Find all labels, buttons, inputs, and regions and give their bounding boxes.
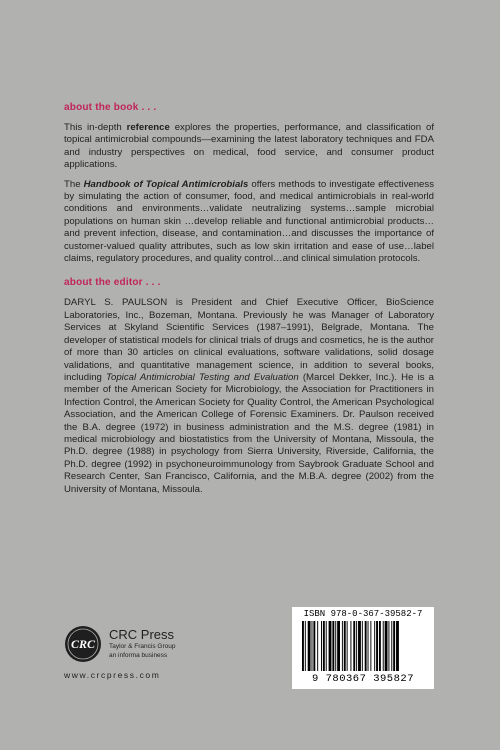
about-book-paragraph-1 <box>64 122 434 172</box>
barcode-bar <box>379 621 381 671</box>
barcode-bar <box>321 621 322 671</box>
p1-text-bold: reference <box>126 122 170 133</box>
publisher-name: CRC Press <box>109 627 175 642</box>
barcode-bar <box>312 621 313 671</box>
crc-logo <box>64 625 102 663</box>
barcode-bar <box>383 621 384 671</box>
isbn-label: ISBN 978-0-367-39582-7 <box>303 609 423 619</box>
barcode-bar <box>335 621 336 671</box>
publisher-info <box>109 628 175 660</box>
barcode-bar <box>393 621 395 671</box>
crc-logo-text: CRC <box>70 637 96 651</box>
barcode-bar <box>385 621 388 671</box>
barcode-bar <box>350 621 351 671</box>
p2-text-b: offers methods to investigate effectiveness by simulating the action of consumer, food, and medical antimicrobials in real-world conditions and environments…validate neutralizing systems…sample microbial populations on human skin …develop reliable and functional antimicrobial products…and prevent infection, disease, and contamination…and discusses the importance of customer-valued quality attributes, such as low skin irritation and ease of use…label claims, regulatory procedures, and quality control…and clinical simulation protocols. <box>64 178 434 265</box>
book-title: Handbook of Topical Antimicrobials <box>83 178 249 190</box>
barcode-bar <box>391 621 392 671</box>
barcode-bar <box>374 621 375 671</box>
barcode-bar <box>305 621 306 671</box>
barcode-bar <box>302 621 304 671</box>
about-book-heading: about the book . . . <box>64 102 157 113</box>
about-editor-heading: about the editor . . . <box>64 277 161 289</box>
isbn-barcode <box>292 607 434 689</box>
barcode-bar <box>337 621 340 671</box>
editor-text-a: DARYL S. PAULSON is President and Chief Executive Officer, BioScience Laboratories, Inc., Bozeman, Montana. Previously he was Manager of Laboratory Services at Skyland Scientific Services (1987–1991), Belgrade, Montana. The developer of statistical models for clinical trials of drugs and cosmetics, he is the author of more than 30 articles on clinical evaluations, software validations, solid dosage validations, and quantitative management science, in addition to several books, including <box>64 297 434 383</box>
barcode-bar <box>365 621 367 671</box>
barcode-bar <box>396 621 399 671</box>
barcode-bar <box>353 621 355 671</box>
about-book-paragraph-2 <box>64 179 434 266</box>
barcode-bar <box>313 621 315 671</box>
p1-text-c: explores the properties, performance, and classification of topical antimicrobial compounds—examining the latest laboratory techniques and FDA and industry perspectives on medical, food service, and consumer product applications. <box>64 122 434 171</box>
publisher-url[interactable]: www.crcpress.com <box>64 670 161 680</box>
barcode-bar <box>388 621 389 671</box>
back-cover-text <box>64 102 434 503</box>
barcode-bar <box>344 621 346 671</box>
about-editor-paragraph <box>64 297 434 496</box>
barcode-number: 9 780367 395827 <box>311 673 414 685</box>
barcode-bar <box>317 621 318 671</box>
barcode-bar <box>358 621 361 671</box>
barcode-bar <box>362 621 363 671</box>
barcode-bar <box>342 621 343 671</box>
publisher-group: Taylor & Francis Group <box>109 643 176 650</box>
barcode-bar <box>332 621 334 671</box>
barcode-bar <box>356 621 357 671</box>
publisher-tagline: an informa business <box>109 652 168 659</box>
editor-book-title: Topical Antimicrobial Testing and Evaluation <box>106 371 299 383</box>
barcode-bar <box>368 621 369 671</box>
p1-text-a: This in-depth <box>64 122 127 133</box>
barcode-bar <box>376 621 378 671</box>
p2-text-a: The <box>64 178 84 190</box>
barcode-bar <box>347 621 348 671</box>
barcode-bar <box>308 621 311 671</box>
barcode-bar <box>329 621 332 671</box>
editor-text-b: (Marcel Dekker, Inc.). He is a member of the American Society for Microbiology, the Association for Practitioners in Infection Control, the American Society for Quality Control, the American Psychological Association, and the American College of Forensic Examiners. Dr. Paulson received the B.A. degree (1972) in business administration and the M.S. degree (1981) in medical microbiology and biostatistics from the University of Montana, Missoula, the Ph.D. degree (1988) in psychology from Sierra University, Riverside, California, the Ph.D. degree (1992) in psychoneuroimmunology from Saybrook Graduate School and Research Center, San Francisco, California, and the M.B.A. degree (2002) from the University of Montana, Missoula. <box>64 371 434 495</box>
barcode-bar <box>326 621 327 671</box>
barcode-bar <box>323 621 325 671</box>
barcode-bar <box>370 621 371 671</box>
barcode-bars <box>302 621 424 673</box>
